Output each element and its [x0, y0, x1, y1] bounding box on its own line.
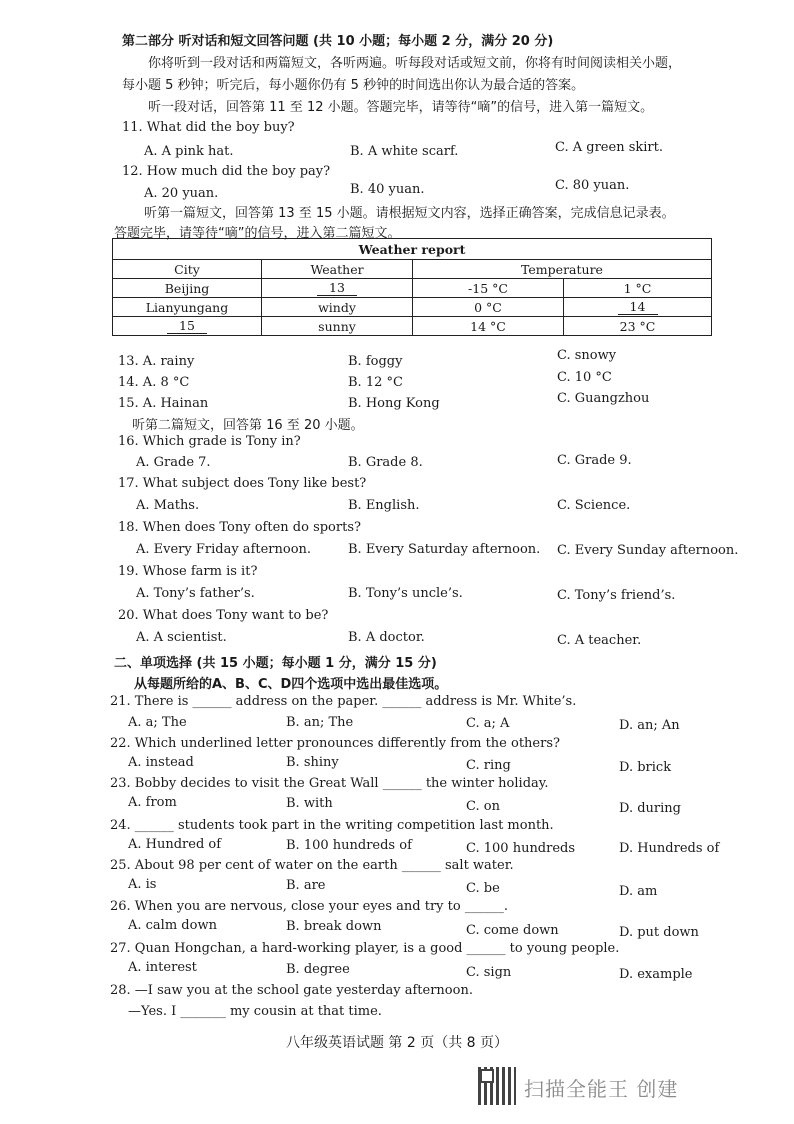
q22-stem: 22. Which underlined letter pronounces differently from the others? — [110, 736, 560, 751]
q28-stem: 28. —I saw you at the school gate yesterday afternoon. — [110, 983, 473, 998]
part2-heading: 二、单项选择 (共 15 小题；每小题 1 分，满分 15 分) — [114, 656, 437, 671]
table-cell: windy — [262, 298, 413, 317]
q25-option-b[interactable]: B. are — [286, 878, 326, 893]
listening-intro-1: 你将听到一段对话和两篇短文，各听两遍。听每段对话或短文前，你将有时间阅读相关小题， — [148, 56, 682, 71]
q11-option-a[interactable]: A. A pink hat. — [144, 144, 234, 159]
q20-option-a[interactable]: A. A scientist. — [136, 630, 227, 645]
q14-option-c[interactable]: C. 10 °C — [557, 370, 612, 385]
q23-option-d[interactable]: D. during — [619, 801, 681, 816]
q26-option-c[interactable]: C. come down — [466, 923, 559, 938]
q24-option-c[interactable]: C. 100 hundreds — [466, 841, 576, 856]
q23-option-b[interactable]: B. with — [286, 796, 333, 811]
q27-option-b[interactable]: B. degree — [286, 962, 350, 977]
q25-option-d[interactable]: D. am — [619, 884, 658, 899]
q13-option-b[interactable]: B. foggy — [348, 354, 403, 369]
blank-14: 14 — [618, 299, 658, 315]
table-header-temperature: Temperature — [413, 260, 712, 279]
blank-15: 15 — [167, 318, 207, 334]
q21-option-c[interactable]: C. a; A — [466, 716, 510, 731]
q12-option-c[interactable]: C. 80 yuan. — [555, 178, 630, 193]
table-cell: 1 °C — [564, 279, 712, 298]
scanner-watermark — [478, 1067, 778, 1107]
table-cell: Beijing — [113, 279, 262, 298]
q24-stem: 24. ______ students took part in the writing competition last month. — [110, 818, 554, 833]
q21-option-a[interactable]: A. a; The — [128, 715, 187, 730]
q18-option-c[interactable]: C. Every Sunday afternoon. — [557, 543, 739, 558]
section2-heading: 第二部分 听对话和短文回答问题 (共 10 小题；每小题 2 分，满分 20 分) — [122, 34, 554, 49]
q20-option-b[interactable]: B. A doctor. — [348, 630, 425, 645]
q17-option-b[interactable]: B. English. — [348, 498, 420, 513]
q20-stem: 20. What does Tony want to be? — [118, 608, 329, 623]
table-cell — [113, 317, 262, 336]
blank-13: 13 — [317, 280, 357, 296]
table-row — [113, 317, 712, 336]
table-cell: sunny — [262, 317, 413, 336]
q11-option-b[interactable]: B. A white scarf. — [350, 144, 459, 159]
page-footer: 八年级英语试题 第 2 页（共 8 页） — [285, 1035, 509, 1051]
q15-option-a[interactable]: 15. A. Hainan — [118, 396, 209, 411]
q16-option-b[interactable]: B. Grade 8. — [348, 455, 423, 470]
table-cell: 14 °C — [413, 317, 564, 336]
q15-option-c[interactable]: C. Guangzhou — [557, 391, 650, 406]
q13-option-a[interactable]: 13. A. rainy — [118, 354, 195, 369]
q27-option-d[interactable]: D. example — [619, 967, 693, 982]
q19-option-b[interactable]: B. Tony’s uncle’s. — [348, 586, 463, 601]
table-header-city: City — [113, 260, 262, 279]
q17-stem: 17. What subject does Tony like best? — [118, 476, 367, 491]
listening-intro-3: 听一段对话，回答第 11 至 12 小题。答题完毕，请等待“嘀”的信号，进入第一篇短文。 — [148, 100, 654, 115]
q14-option-b[interactable]: B. 12 °C — [348, 375, 403, 390]
q11-stem: 11. What did the boy buy? — [122, 120, 295, 135]
q19-stem: 19. Whose farm is it? — [118, 564, 258, 579]
table-title: Weather report — [113, 239, 712, 260]
q22-option-b[interactable]: B. shiny — [286, 755, 339, 770]
scanner-brand-text: 扫描全能王 创建 — [524, 1077, 679, 1101]
q26-stem: 26. When you are nervous, close your eyes and try to ______. — [110, 899, 508, 914]
listening-intro-5: 答题完毕，请等待“嘀”的信号，进入第二篇短文。 — [114, 226, 401, 241]
q26-option-d[interactable]: D. put down — [619, 925, 699, 940]
q16-stem: 16. Which grade is Tony in? — [118, 434, 301, 449]
listening-intro-2: 每小题 5 秒钟；听完后，每小题你仍有 5 秒钟的时间选出你认为最合适的答案。 — [122, 78, 585, 93]
q17-option-c[interactable]: C. Science. — [557, 498, 631, 513]
table-cell: 0 °C — [413, 298, 564, 317]
q22-option-d[interactable]: D. brick — [619, 760, 672, 775]
q25-stem: 25. About 98 per cent of water on the earth ______ salt water. — [110, 858, 514, 873]
q26-option-a[interactable]: A. calm down — [128, 918, 217, 933]
q23-option-c[interactable]: C. on — [466, 799, 500, 814]
q21-option-d[interactable]: D. an; An — [619, 718, 680, 733]
q20-option-c[interactable]: C. A teacher. — [557, 633, 642, 648]
table-header-weather: Weather — [262, 260, 413, 279]
q11-option-c[interactable]: C. A green skirt. — [555, 140, 663, 155]
table-cell: -15 °C — [413, 279, 564, 298]
table-row — [113, 298, 712, 317]
q17-option-a[interactable]: A. Maths. — [136, 498, 200, 513]
table-cell — [564, 298, 712, 317]
q27-stem: 27. Quan Hongchan, a hard-working player, is a good ______ to young people. — [110, 941, 620, 956]
q27-option-c[interactable]: C. sign — [466, 965, 512, 980]
q18-stem: 18. When does Tony often do sports? — [118, 520, 361, 535]
q25-option-c[interactable]: C. be — [466, 881, 500, 896]
q18-option-a[interactable]: A. Every Friday afternoon. — [136, 542, 312, 557]
q23-option-a[interactable]: A. from — [128, 795, 177, 810]
q15-option-b[interactable]: B. Hong Kong — [348, 396, 440, 411]
q26-option-b[interactable]: B. break down — [286, 919, 382, 934]
q24-option-b[interactable]: B. 100 hundreds of — [286, 838, 412, 853]
q19-option-c[interactable]: C. Tony’s friend’s. — [557, 588, 676, 603]
q18-option-b[interactable]: B. Every Saturday afternoon. — [348, 542, 541, 557]
qr-code-icon — [478, 1067, 516, 1105]
q22-option-c[interactable]: C. ring — [466, 758, 511, 773]
q24-option-d[interactable]: D. Hundreds of — [619, 841, 720, 856]
table-cell: 23 °C — [564, 317, 712, 336]
table-cell — [262, 279, 413, 298]
q12-stem: 12. How much did the boy pay? — [122, 164, 331, 179]
q16-option-a[interactable]: A. Grade 7. — [136, 455, 211, 470]
q21-stem: 21. There is ______ address on the paper. ______ address is Mr. White’s. — [110, 694, 577, 709]
table-cell: Lianyungang — [113, 298, 262, 317]
q21-option-b[interactable]: B. an; The — [286, 715, 354, 730]
q14-option-a[interactable]: 14. A. 8 °C — [118, 375, 190, 390]
q23-stem: 23. Bobby decides to visit the Great Wall ______ the winter holiday. — [110, 776, 549, 791]
q12-option-a[interactable]: A. 20 yuan. — [144, 186, 219, 201]
q27-option-a[interactable]: A. interest — [128, 960, 197, 975]
listening-intro-4: 听第一篇短文，回答第 13 至 15 小题。请根据短文内容，选择正确答案，完成信息记录表。 — [144, 206, 675, 221]
q16-option-c[interactable]: C. Grade 9. — [557, 453, 632, 468]
q25-option-a[interactable]: A. is — [128, 877, 157, 892]
q12-option-b[interactable]: B. 40 yuan. — [350, 182, 425, 197]
weather-report-table — [112, 238, 712, 336]
q24-option-a[interactable]: A. Hundred of — [128, 837, 222, 852]
listening-intro-6: 听第二篇短文，回答第 16 至 20 小题。 — [132, 418, 364, 433]
part2-instructions: 从每题所给的A、B、C、D四个选项中选出最佳选项。 — [134, 677, 448, 692]
q22-option-a[interactable]: A. instead — [128, 755, 194, 770]
q28-dialogue-line: —Yes. I _______ my cousin at that time. — [128, 1004, 382, 1019]
q13-option-c[interactable]: C. snowy — [557, 348, 617, 363]
q19-option-a[interactable]: A. Tony’s father’s. — [136, 586, 255, 601]
table-row — [113, 279, 712, 298]
